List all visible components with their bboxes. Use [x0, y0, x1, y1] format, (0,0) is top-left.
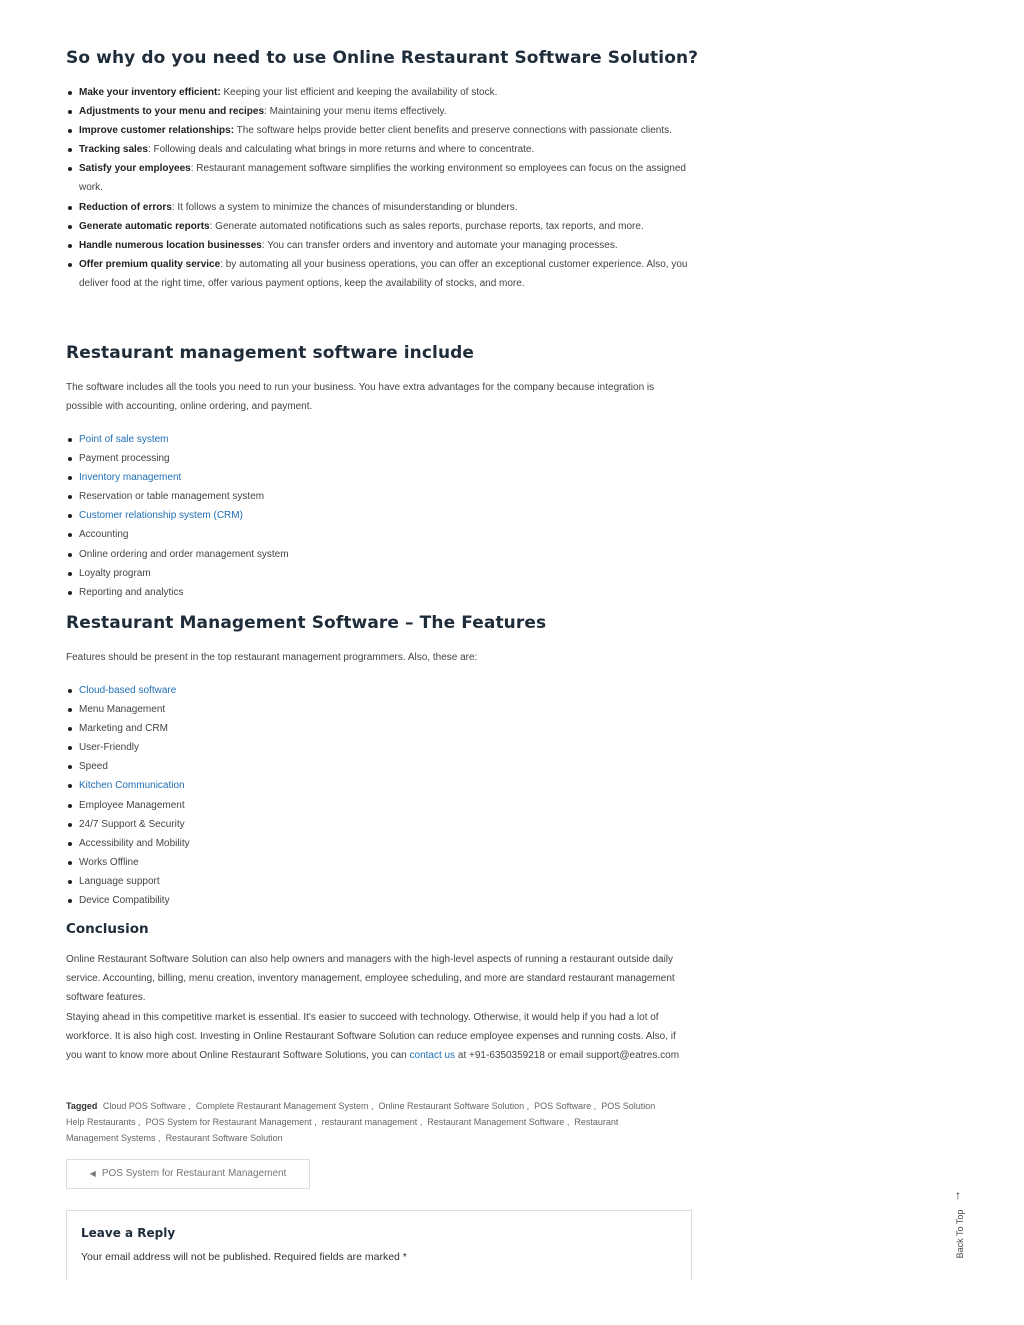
list-item-label: Reservation or table management system [79, 491, 265, 503]
list-item-text: : by automating all your business operations, you can offer an exceptional customer experience. Also, you deliver food at the right time, offer various payment options, keep the availability of stocks, and more. [79, 258, 688, 289]
bullet-icon [68, 495, 72, 499]
list-item [66, 776, 692, 795]
bullet-icon [68, 591, 72, 595]
list-item-link[interactable]: Customer relationship system (CRM) [79, 510, 243, 522]
reply-note: Your email address will not be published. Required fields are marked * [81, 1251, 407, 1263]
conclusion-paragraph-2 [66, 1008, 692, 1065]
list-item [66, 198, 692, 217]
list-item [66, 121, 692, 140]
tag-link[interactable]: Online Restaurant Software Solution [378, 1101, 525, 1111]
bullet-icon [68, 842, 72, 846]
section-heading-why: So why do you need to use Online Restaurant Software Solution? [66, 48, 699, 68]
bullet-icon [68, 880, 72, 884]
list-item [66, 834, 692, 853]
list-item [66, 159, 692, 197]
bullet-icon [68, 206, 72, 210]
list-item-bold: Adjustments to your menu and recipes [79, 106, 265, 118]
list-item-bold: Handle numerous location businesses [79, 239, 262, 251]
list-item-link[interactable]: Inventory management [79, 472, 182, 484]
list-item-text: The software helps provide better client benefits and preserve connections with passionate clients. [234, 125, 672, 137]
list-item [66, 757, 692, 776]
list-item-label: 24/7 Support & Security [79, 818, 185, 830]
tag-link[interactable]: Restaurant Management Software [427, 1117, 565, 1127]
conclusion-text-after: at +91-6350359218 or email support@eatres.com [455, 1050, 680, 1061]
list-item [66, 449, 692, 468]
leave-reply-box [66, 1210, 692, 1280]
list-item-label: Online ordering and order management system [79, 548, 289, 560]
list-item-text: : Maintaining your menu items effectively. [264, 106, 447, 118]
list-item-label: Speed [79, 761, 108, 773]
bullet-icon [68, 553, 72, 557]
list-item-text: Keeping your list efficient and keeping the availability of stock. [220, 87, 498, 98]
tag-separator: , [417, 1117, 423, 1127]
section-heading-features: Restaurant Management Software – The Features [66, 613, 547, 633]
list-item-label: Employee Management [79, 799, 185, 811]
tag-link[interactable]: Cloud POS Software [102, 1101, 186, 1111]
list-item [66, 545, 692, 564]
list-item-label: Language support [79, 875, 160, 887]
list-item-bold: Satisfy your employees [79, 163, 191, 175]
list-item [66, 217, 692, 236]
list-item [66, 853, 692, 872]
arrow-up-icon: ↑ [955, 1188, 961, 1202]
tag-link[interactable]: restaurant management [321, 1117, 418, 1127]
post-tags [66, 1098, 666, 1146]
list-item-label: Works Offline [79, 856, 139, 868]
tag-link[interactable]: Complete Restaurant Management System [195, 1101, 369, 1111]
list-item-text: : Generate automated notifications such as sales reports, purchase reports, tax reports, and more. [209, 220, 644, 232]
list-item-bold: Reduction of errors [79, 201, 172, 213]
tag-separator: , [591, 1101, 597, 1111]
list-item-text: : It follows a system to minimize the chances of misunderstanding or blunders. [171, 201, 518, 213]
bullet-icon [68, 457, 72, 461]
benefits-list [66, 83, 692, 293]
tags-label: Tagged [66, 1101, 98, 1111]
tag-separator: , [155, 1133, 161, 1143]
list-item-bold: Make your inventory efficient: [79, 87, 221, 98]
list-item-link[interactable]: Kitchen Communication [79, 780, 185, 792]
tag-separator: , [368, 1101, 374, 1111]
bullet-icon [68, 899, 72, 903]
bullet-icon [68, 746, 72, 750]
bullet-icon [68, 438, 72, 442]
list-item-label: Reporting and analytics [79, 586, 184, 598]
list-item-label: Device Compatibility [79, 895, 170, 907]
list-item [66, 255, 692, 293]
tag-separator: , [524, 1101, 530, 1111]
list-item [66, 506, 692, 525]
list-item-bold: Offer premium quality service [79, 258, 221, 270]
list-item [66, 815, 692, 834]
list-item-label: Marketing and CRM [79, 723, 168, 735]
tag-separator: , [564, 1117, 570, 1127]
features-list [66, 681, 692, 910]
tag-separator: , [135, 1117, 141, 1127]
list-item [66, 891, 692, 910]
list-item [66, 525, 692, 544]
bullet-icon [68, 129, 72, 133]
tag-link[interactable]: Restaurant Management Systems [66, 1117, 619, 1143]
bullet-icon [68, 225, 72, 229]
list-item-label: Loyalty program [79, 567, 151, 579]
list-item [66, 719, 692, 738]
list-item [66, 681, 692, 700]
back-to-top-label: Back To Top [955, 1209, 965, 1259]
list-item [66, 583, 692, 602]
bullet-icon [68, 708, 72, 712]
tag-link[interactable]: POS System for Restaurant Management [145, 1117, 312, 1127]
tag-link[interactable]: POS Solution Help Restaurants [66, 1101, 656, 1127]
list-item [66, 102, 692, 121]
tag-separator: , [185, 1101, 191, 1111]
conclusion-paragraph-1: Online Restaurant Software Solution can also help owners and managers with the high-level aspects of running a restaurant outside daily service. Accounting, billing, menu creation, inventory management, employee scheduling, and more are standard restaurant management software features. [66, 954, 675, 1003]
bullet-icon [68, 91, 72, 95]
bullet-icon [68, 110, 72, 114]
contact-us-link[interactable]: contact us [409, 1050, 456, 1061]
reply-heading: Leave a Reply [81, 1226, 176, 1240]
list-item-text: : You can transfer orders and inventory and automate your managing processes. [261, 239, 618, 251]
tag-link[interactable]: POS Software [534, 1101, 592, 1111]
bullet-icon [68, 263, 72, 267]
list-item-label: Payment processing [79, 453, 170, 465]
bullet-icon [68, 514, 72, 518]
list-item-text: : Following deals and calculating what brings in more returns and where to concentrate. [147, 144, 535, 156]
bullet-icon [68, 823, 72, 827]
bullet-icon [68, 167, 72, 171]
caret-left-icon: ◀ [89, 1169, 96, 1178]
bullet-icon [68, 861, 72, 865]
bullet-icon [68, 727, 72, 731]
include-list [66, 430, 692, 602]
bullet-icon [68, 244, 72, 248]
list-item-link[interactable]: Point of sale system [79, 434, 169, 445]
list-item [66, 468, 692, 487]
include-intro: The software includes all the tools you need to run your business. You have extra advantages for the company because integration is possible with accounting, online ordering, and payment. [66, 382, 655, 412]
previous-post-label: POS System for Restaurant Management [101, 1168, 287, 1179]
list-item [66, 872, 692, 891]
features-intro: Features should be present in the top restaurant management programmers. Also, these are: [66, 652, 478, 663]
list-item-bold: Improve customer relationships: [79, 125, 235, 137]
bullet-icon [68, 533, 72, 537]
bullet-icon [68, 689, 72, 693]
list-item [66, 487, 692, 506]
list-item-label: User-Friendly [79, 742, 140, 754]
list-item-label: Accessibility and Mobility [79, 837, 190, 849]
list-item [66, 796, 692, 815]
conclusion-heading: Conclusion [66, 921, 149, 937]
list-item-label: Accounting [79, 529, 129, 541]
list-item [66, 564, 692, 583]
tag-separator: , [311, 1117, 317, 1127]
bullet-icon [68, 804, 72, 808]
bullet-icon [68, 148, 72, 152]
list-item [66, 430, 692, 449]
list-item-bold: Generate automatic reports [79, 220, 210, 232]
list-item-bold: Tracking sales [79, 144, 148, 156]
list-item [66, 700, 692, 719]
bullet-icon [68, 476, 72, 480]
list-item [66, 738, 692, 757]
bullet-icon [68, 765, 72, 769]
list-item-label: Menu Management [79, 704, 166, 716]
previous-post-button[interactable] [66, 1159, 310, 1189]
bullet-icon [68, 784, 72, 788]
back-to-top-button[interactable] [950, 1188, 972, 1268]
list-item [66, 236, 692, 255]
list-item-link[interactable]: Cloud-based software [79, 685, 177, 696]
tag-link[interactable]: Restaurant Software Solution [165, 1133, 283, 1143]
list-item [66, 83, 692, 102]
list-item [66, 140, 692, 159]
section-heading-include: Restaurant management software include [66, 343, 475, 363]
bullet-icon [68, 572, 72, 576]
conclusion-text-before: Staying ahead in this competitive market is essential. It's easier to succeed with technology. Otherwise, it would help if you had a lot of workforce. It is also high cost. Investing in Online Restaurant Software Solution can reduce employee expenses and running costs. Also, if you want to know more about Online Restaurant Software Solutions, you can [66, 1012, 676, 1061]
list-item-text: : Restaurant management software simplifies the working environment so employees can focus on the assigned work. [79, 163, 686, 194]
